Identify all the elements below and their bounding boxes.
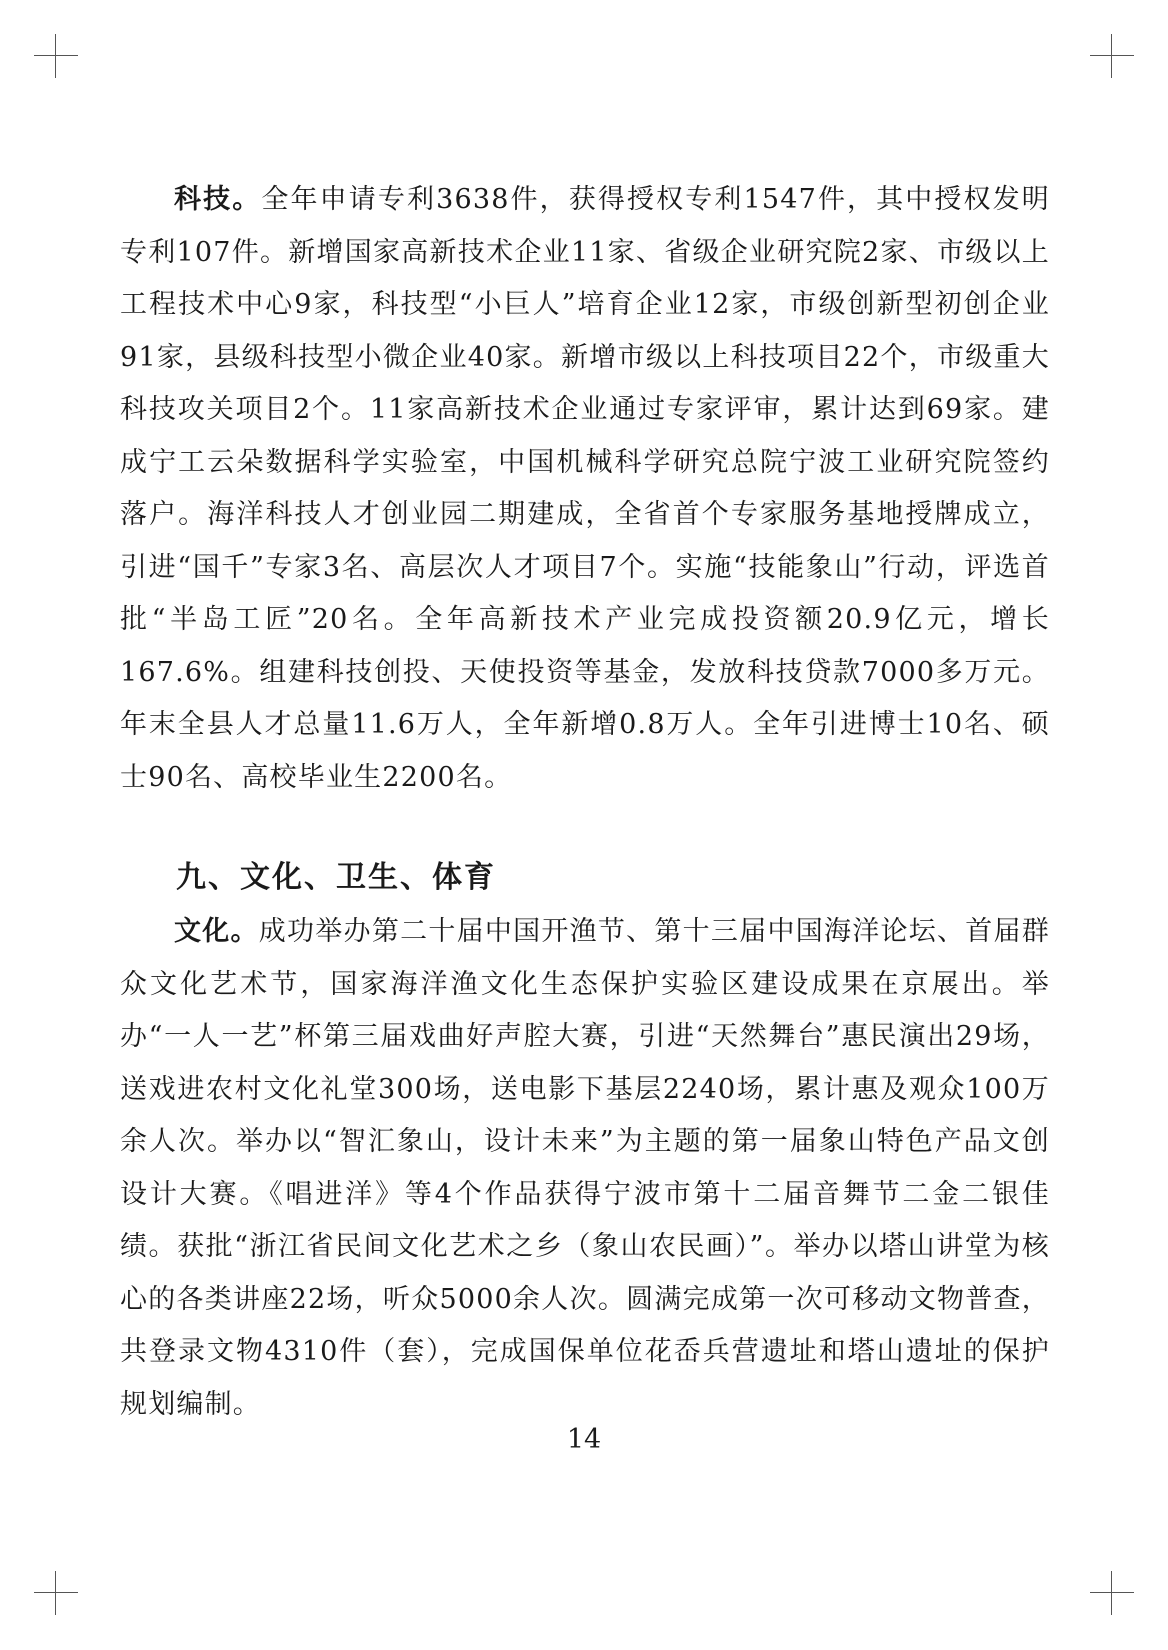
crop-mark-bottom-left	[34, 1571, 78, 1615]
paragraph-lead-culture: 文化。	[174, 916, 259, 947]
crop-mark-top-right	[1090, 34, 1134, 78]
section-title: 九、文化、卫生、体育	[176, 860, 496, 895]
paragraph-body-culture: 成功举办第二十届中国开渔节、第十三届中国海洋论坛、首届群众文化艺术节，国家海洋渔文化生态保护实验区建设成果在京展出。举办“一人一艺”杯第三届戏曲好声腔大赛，引进“天然舞台”惠民演出29场，送戏进农村文化礼堂300场，送电影下基层2240场，累计惠及观众100万余人次。举办以“智汇象山，设计未来”为主题的第一届象山特色产品文创设计大赛。《唱进洋》等4个作品获得宁波市第十二届音舞节二金二银佳绩。获批“浙江省民间文化艺术之乡（象山农民画）”。举办以塔山讲堂为核心的各类讲座22场，听众5000余人次。圆满完成第一次可移动文物普查，共登录文物4310件（套），完成国保单位花岙兵营遗址和塔山遗址的保护规划编制。	[120, 916, 1050, 1420]
page-number: 14	[566, 1424, 602, 1455]
paragraph-culture	[120, 906, 1050, 1431]
crop-mark-bottom-right	[1090, 1571, 1134, 1615]
paragraph-body-technology: 全年申请专利3638件，获得授权专利1547件，其中授权发明专利107件。新增国家高新技术企业11家、省级企业研究院2家、市级以上工程技术中心9家，科技型“小巨人”培育企业12家，市级创新型初创企业91家，县级科技型小微企业40家。新增市级以上科技项目22个，市级重大科技攻关项目2个。11家高新技术企业通过专家评审，累计达到69家。建成宁工云朵数据科学实验室，中国机械科学研究总院宁波工业研究院签约落户。海洋科技人才创业园二期建成，全省首个专家服务基地授牌成立，引进“国千”专家3名、高层次人才项目7个。实施“技能象山”行动，评选首批“半岛工匠”20名。全年高新技术产业完成投资额20.9亿元，增长167.6%。组建科技创投、天使投资等基金，发放科技贷款7000多万元。年末全县人才总量11.6万人，全年新增0.8万人。全年引进博士10名、硕士90名、高校毕业生2200名。	[120, 184, 1050, 793]
crop-mark-top-left	[34, 34, 78, 78]
paragraph-technology	[120, 174, 1050, 804]
paragraph-lead-technology: 科技。	[174, 184, 262, 215]
